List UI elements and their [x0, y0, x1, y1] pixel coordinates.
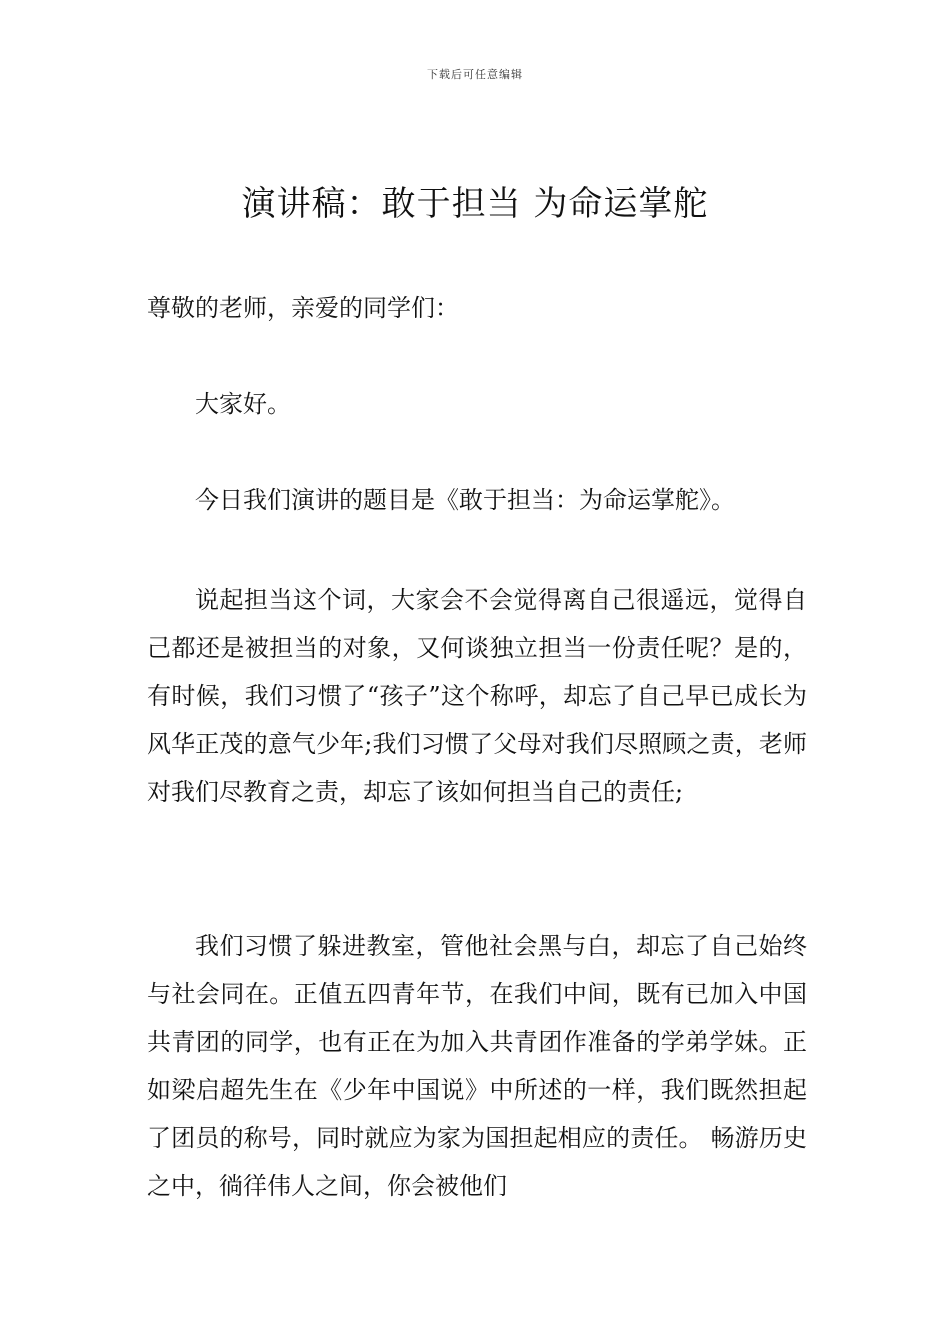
document-title: 演讲稿：敢于担当 为命运掌舵: [241, 184, 709, 224]
header-note: 下载后可任意编辑: [427, 68, 523, 81]
salutation-paragraph: 尊敬的老师，亲爱的同学们：: [147, 294, 459, 322]
greeting-paragraph: 大家好。: [195, 390, 291, 418]
body-paragraph-1: 说起担当这个词，大家会不会觉得离自己很遥远，觉得自己都还是被担当的对象，又何谈独立担当一份责任呢？是的，有时候，我们习惯了“孩子”这个称呼，却忘了自己早已成长为风华正茂的意气少年;我们习惯了父母对我们尽照顾之责，老师对我们尽教育之责，却忘了该如何担当自己的责任;: [147, 586, 807, 806]
body-paragraph-2: 我们习惯了躲进教室，管他社会黑与白，却忘了自己始终与社会同在。正值五四青年节，在我们中间，既有已加入中国共青团的同学，也有正在为加入共青团作准备的学弟学妹。正如梁启超先生在《少年中国说》中所述的一样，我们既然担起了团员的称号，同时就应为家为国担起相应的责任。 畅游历史之中，徜徉伟人之间，你会被他们: [147, 932, 807, 1200]
topic-paragraph: 今日我们演讲的题目是《敢于担当：为命运掌舵》。: [195, 486, 735, 514]
